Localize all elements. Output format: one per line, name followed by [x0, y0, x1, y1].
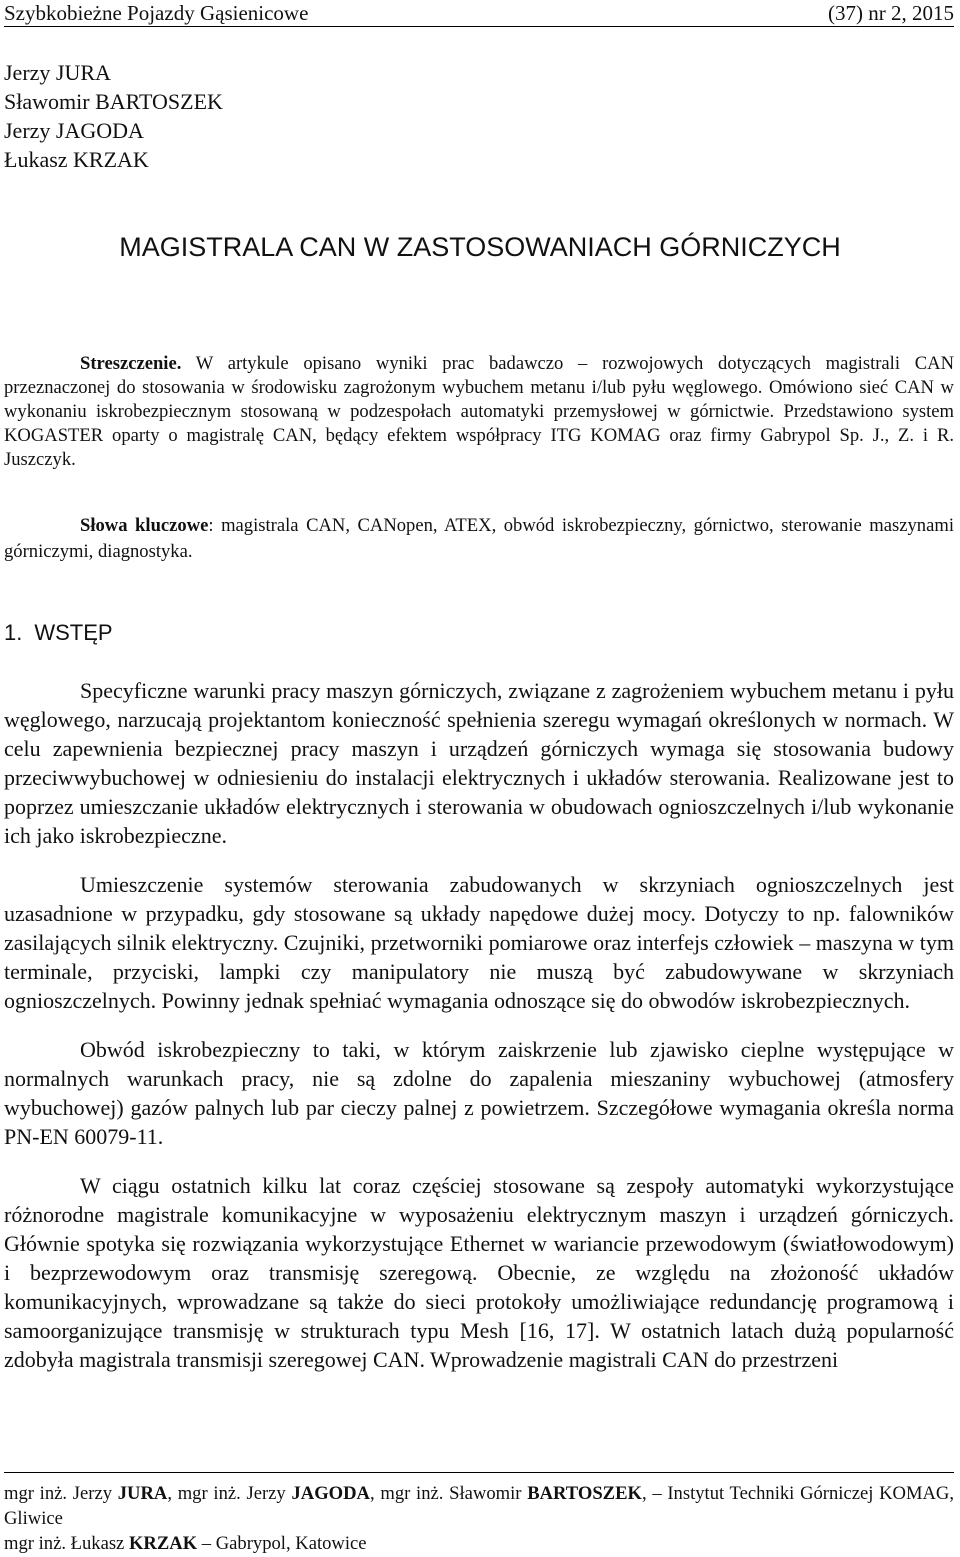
keywords-text: : magistrala CAN, CANopen, ATEX, obwód iskrobezpieczny, górnictwo, sterowanie maszynami górniczymi, diagnostyka.: [4, 515, 954, 562]
author-surname: BARTOSZEK: [95, 89, 223, 114]
paper-title: MAGISTRALA CAN W ZASTOSOWANIACH GÓRNICZYCH: [119, 232, 841, 262]
footnote-text: mgr inż. Łukasz: [4, 1533, 129, 1554]
author-affiliations-footnote: [4, 1472, 954, 1556]
paragraph: Specyficzne warunki pracy maszyn górniczych, związane z zagrożeniem wybuchem metanu i pyłu węglowego, narzucają projektantom konieczność spełnienia szeregu wymagań określonych w normach. W celu zapewnienia bezpiecznej pracy maszyn i urządzeń górniczych wymaga się stosowania budowy przeciwwybuchowej w odniesieniu do instalacji elektrycznych i układów sterowania. Realizowane jest to poprzez umieszczanie układów elektrycznych i sterowania w obudowach ognioszczelnych i/lub wykonanie ich jako iskrobezpieczne.: [4, 678, 954, 848]
footnote-text: mgr inż. Jerzy: [4, 1483, 118, 1504]
author-surname: KRZAK: [73, 147, 149, 172]
author: [4, 145, 223, 174]
footnote-line: [4, 1481, 954, 1531]
paragraph: W ciągu ostatnich kilku lat coraz częściej stosowane są zespoły automatyki wykorzystujące różnorodne magistrale komunikacyjne w wyposażeniu elektrycznym maszyn i urządzeń górniczych. Głównie spotyka się rozwiązania wykorzystujące Ethernet w wariancie przewodowym (światłowodowym) i bezprzewodowym oraz transmisję szeregową. Obecnie, ze względu na złożoność układów komunikacyjnych, wprowadzane są także do sieci protokoły umożliwiające redundancję programową i samoorganizujące transmisję w strukturach typu Mesh [16, 17]. W ostatnich latach dużą popularność zdobyła magistrala transmisji szeregowej CAN. Wprowadzenie magistrali CAN do przestrzeni: [4, 1173, 954, 1372]
author-surname: JURA: [55, 60, 111, 85]
author: [4, 116, 223, 145]
abstract: [4, 352, 954, 472]
journal-name: Szybkobieżne Pojazdy Gąsienicowe: [4, 1, 309, 25]
running-header: [4, 0, 954, 27]
section-heading: [4, 618, 113, 648]
footnote-line: [4, 1531, 954, 1556]
footnote-surname: BARTOSZEK: [527, 1483, 642, 1504]
keywords: [4, 513, 954, 565]
paragraph: Obwód iskrobezpieczny to taki, w którym zaiskrzenie lub zjawisko cieplne występujące w normalnych warunkach pracy, nie są zdolne do zapalenia mieszaniny wybuchowej (atmosfery wybuchowej) gazów palnych lub par cieczy palnej z powietrzem. Szczegółowe wymagania określa norma PN-EN 60079-11.: [4, 1037, 954, 1149]
author: [4, 87, 223, 116]
keywords-label: Słowa kluczowe: [80, 515, 209, 536]
footnote-surname: KRZAK: [128, 1533, 198, 1554]
footnote-surname: JURA: [117, 1483, 168, 1504]
author: [4, 58, 223, 87]
section-title: WSTĘP: [34, 620, 113, 645]
author-given-name: Jerzy: [4, 60, 51, 85]
section-number: 1.: [4, 620, 23, 645]
abstract-label: Streszczenie.: [80, 353, 182, 374]
footnote-text: , – Instytut Techniki Górniczej KOMAG, Gliwice: [4, 1483, 954, 1529]
author-given-name: Łukasz: [4, 147, 68, 172]
footnote-text: , mgr inż. Sławomir: [369, 1483, 528, 1504]
issue-number: (37) nr 2, 2015: [828, 1, 954, 25]
body-text: [4, 676, 954, 1394]
abstract-text: W artykule opisano wyniki prac badawczo – rozwojowych dotyczących magistrali CAN przeznaczonej do stosowania w środowisku zagrożonym wybuchem metanu i/lub pyłu węglowego. Omówiono sieć CAN w wykonaniu iskrobezpiecznym stosowaną w podzespołach automatyki przemysłowej w górnictwie. Przedstawiono system KOGASTER oparty o magistralę CAN, będący efektem współpracy ITG KOMAG oraz firmy Gabrypol Sp. J., Z. i R. Juszczyk.: [4, 353, 954, 470]
footnote-text: , mgr inż. Jerzy: [167, 1483, 292, 1504]
author-given-name: Jerzy: [4, 118, 51, 143]
author-given-name: Sławomir: [4, 89, 90, 114]
paragraph: Umieszczenie systemów sterowania zabudowanych w skrzyniach ognioszczelnych jest uzasadnione w przypadku, gdy stosowane są układy napędowe dużej mocy. Dotyczy to np. falowników zasilających silnik elektryczny. Czujniki, przetworniki pomiarowe oraz interfejs człowiek – maszyna w tym terminale, przyciski, lampki czy manipulatory nie muszą być zabudowywane w skrzyniach ognioszczelnych. Powinny jednak spełniać wymagania odnoszące się do obwodów iskrobezpiecznych.: [4, 872, 954, 1013]
author-list: [4, 58, 223, 174]
footnote-surname: JAGODA: [291, 1483, 370, 1504]
footnote-text: – Gabrypol, Katowice: [197, 1533, 367, 1554]
author-surname: JAGODA: [55, 118, 144, 143]
